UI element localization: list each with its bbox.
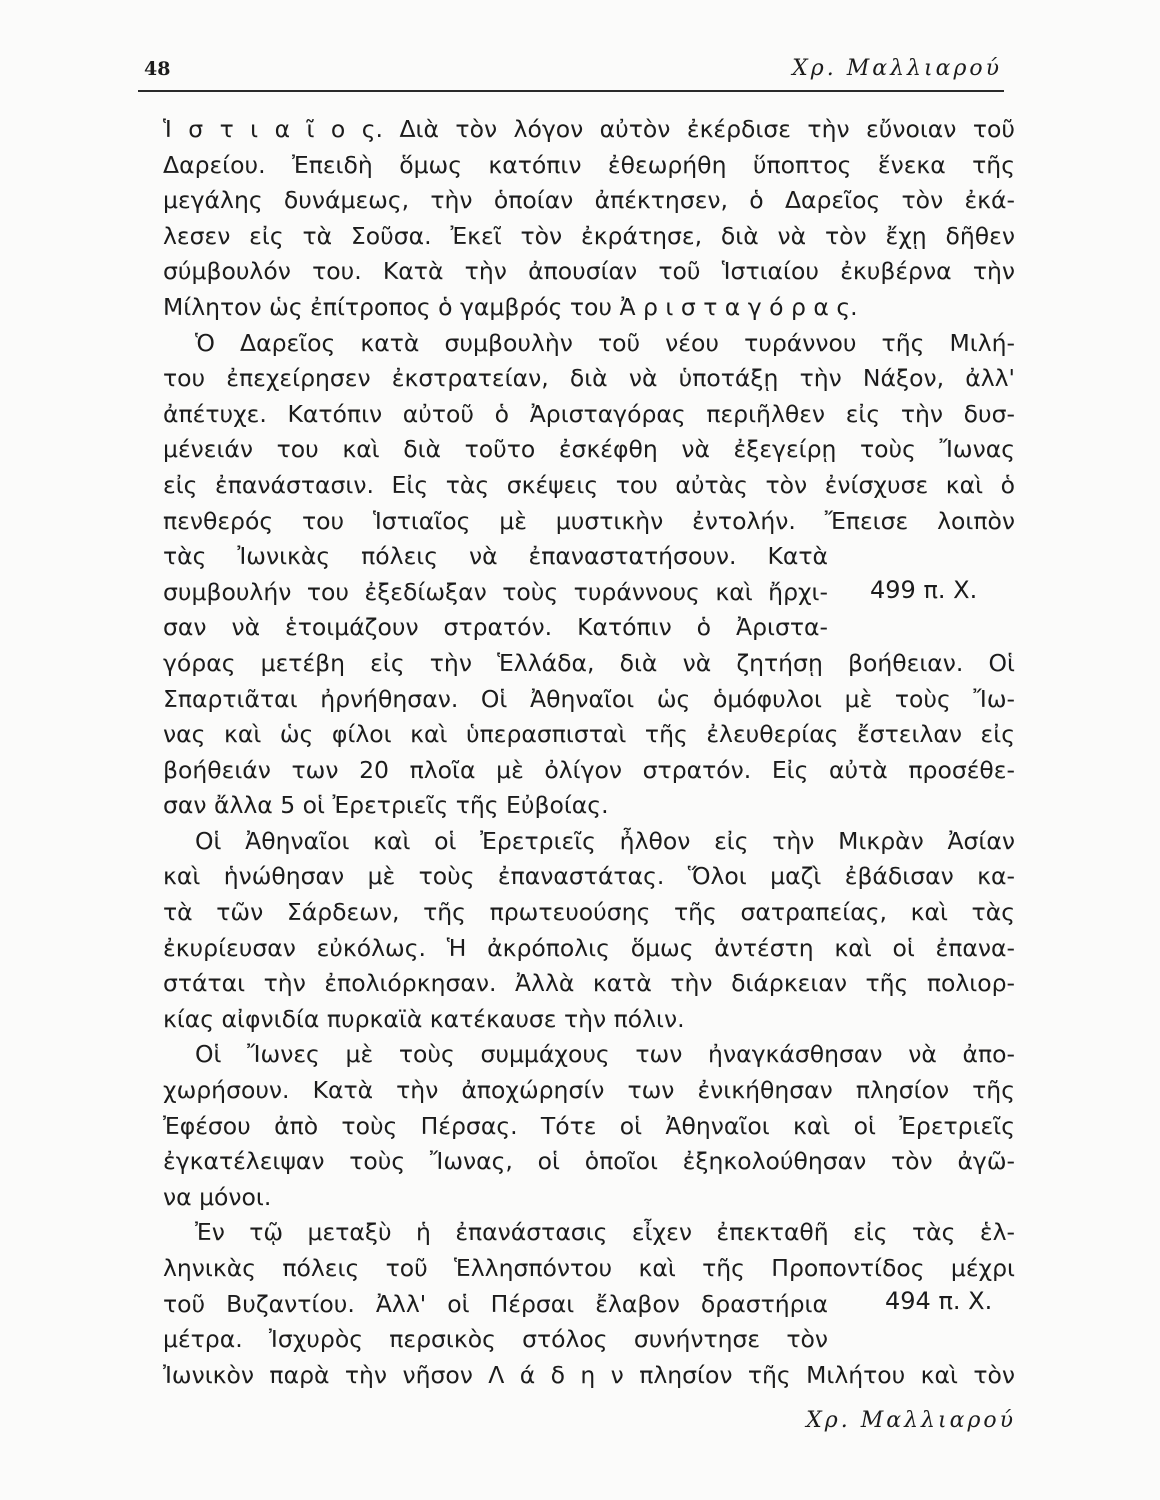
text-line: τὰς Ἰωνικὰς πόλεις νὰ ἐπαναστατήσουν. Κατὰ: [163, 542, 828, 571]
text-line: Δαρείου. Ἐπειδὴ ὅμως κατόπιν ἐθεωρήθη ὕποπτος ἕνεκα τῆς: [163, 150, 1015, 179]
text-line: του ἐπεχείρησεν ἐκστρατείαν, διὰ νὰ ὑποτάξῃ τὴν Νάξον, ἀλλ': [163, 364, 1015, 393]
body-text: [163, 112, 1015, 1393]
text-line: ἐγκατέλειψαν τοὺς Ἴωνας, οἱ ὁποῖοι ἐξηκολούθησαν τὸν ἀγῶ-: [163, 1147, 1015, 1176]
text-line: τοῦ Βυζαντίου. Ἀλλ' οἱ Πέρσαι ἔλαβον δραστήρια: [163, 1289, 828, 1318]
text-line: Ἰωνικὸν παρὰ τὴν νῆσον Λ ά δ η ν πλησίον τῆς Μιλήτου καὶ τὸν: [163, 1360, 1015, 1389]
text-line: βοήθειάν των 20 πλοῖα μὲ ὀλίγον στρατόν. Εἰς αὐτὰ προσέθε-: [163, 755, 1015, 784]
text-line: σαν νὰ ἑτοιμάζουν στρατόν. Κατόπιν ὁ Ἀριστα-: [163, 613, 828, 642]
text-line: Ὁ Δαρεῖος κατὰ συμβουλὴν τοῦ νέου τυράννου τῆς Μιλή-: [195, 328, 1015, 357]
page-footer: Χρ. Μαλλιαρού: [806, 1408, 1016, 1433]
text-line: συμβουλήν του ἐξεδίωξαν τοὺς τυράννους καὶ ἤρχι-: [163, 577, 828, 606]
page-header: [138, 50, 1004, 92]
text-line: Ἐν τῷ μεταξὺ ἡ ἐπανάστασις εἶχεν ἐπεκταθῆ εἰς τὰς ἑλ-: [195, 1218, 1015, 1247]
text-line: ληνικὰς πόλεις τοῦ Ἑλλησπόντου καὶ τῆς Προποντίδος μέχρι: [163, 1254, 1015, 1282]
margin-date-note: 494 π. Χ.: [885, 1287, 993, 1315]
text-line: Σπαρτιᾶται ἠρνήθησαν. Οἱ Ἀθηναῖοι ὡς ὁμόφυλοι μὲ τοὺς Ἴω-: [163, 684, 1015, 713]
text-line: μέτρα. Ἰσχυρὸς περσικὸς στόλος συνήντησε τὸν: [163, 1325, 828, 1354]
text-line: Ἱ σ τ ι α ῖ ο ς. Διὰ τὸν λόγον αὐτὸν ἐκέρδισε τὴν εὔνοιαν τοῦ: [163, 115, 1015, 143]
text-line: μένειάν του καὶ διὰ τοῦτο ἐσκέφθη νὰ ἐξεγείρῃ τοὺς Ἴωνας: [163, 435, 1015, 464]
text-line: Μίλητον ὡς ἐπίτροπος ὁ γαμβρός του Ἀ ρ ι σ τ α γ ό ρ α ς.: [163, 292, 858, 321]
text-line: Ἐφέσου ἀπὸ τοὺς Πέρσας. Τότε οἱ Ἀθηναῖοι καὶ οἱ Ἐρετριεῖς: [163, 1111, 1015, 1140]
text-line: να μόνοι.: [163, 1182, 272, 1211]
running-head: Χρ. Μαλλιαρού: [792, 56, 1002, 81]
text-line: Οἱ Ἴωνες μὲ τοὺς συμμάχους των ἠναγκάσθησαν νὰ ἀπο-: [195, 1040, 1015, 1069]
page-number: 48: [144, 58, 171, 80]
text-line: σύμβουλόν του. Κατὰ τὴν ἀπουσίαν τοῦ Ἱστιαίου ἐκυβέρνα τὴν: [163, 257, 1015, 286]
text-line: εἰς ἐπανάστασιν. Εἰς τὰς σκέψεις του αὐτὰς τὸν ἐνίσχυσε καὶ ὁ: [163, 470, 1015, 499]
text-line: καὶ ἡνώθησαν μὲ τοὺς ἐπαναστάτας. Ὅλοι μαζὶ ἐβάδισαν κα-: [163, 862, 1015, 891]
text-line: τὰ τῶν Σάρδεων, τῆς πρωτευούσης τῆς σατραπείας, καὶ τὰς: [163, 898, 1015, 927]
text-line: σαν ἄλλα 5 οἱ Ἐρετριεῖς τῆς Εὐβοίας.: [163, 791, 609, 820]
text-line: Οἱ Ἀθηναῖοι καὶ οἱ Ἐρετριεῖς ἦλθον εἰς τὴν Μικρὰν Ἀσίαν: [195, 826, 1015, 855]
text-line: νας καὶ ὡς φίλοι καὶ ὑπερασπισταὶ τῆς ἐλευθερίας ἔστειλαν εἰς: [163, 720, 1015, 749]
text-line: μεγάλης δυνάμεως, τὴν ὁποίαν ἀπέκτησεν, ὁ Δαρεῖος τὸν ἐκά-: [163, 186, 1015, 215]
margin-date-note: 499 π. Χ.: [870, 576, 978, 604]
text-line: ἐκυρίευσαν εὐκόλως. Ἡ ἀκρόπολις ὅμως ἀντέστη καὶ οἱ ἐπανα-: [163, 933, 1015, 962]
text-line: πενθερός του Ἱστιαῖος μὲ μυστικὴν ἐντολήν. Ἔπεισε λοιπὸν: [163, 506, 1015, 535]
text-line: ἀπέτυχε. Κατόπιν αὐτοῦ ὁ Ἀρισταγόρας περιῆλθεν εἰς τὴν δυσ-: [163, 399, 1015, 428]
text-line: χωρήσουν. Κατὰ τὴν ἀποχώρησίν των ἐνικήθησαν πλησίον τῆς: [163, 1076, 1015, 1105]
text-line: γόρας μετέβη εἰς τὴν Ἑλλάδα, διὰ νὰ ζητήσῃ βοήθειαν. Οἱ: [163, 648, 1015, 677]
text-line: κίας αἰφνιδία πυρκαϊὰ κατέκαυσε τὴν πόλιν.: [163, 1004, 685, 1033]
text-line: λεσεν εἰς τὰ Σοῦσα. Ἐκεῖ τὸν ἐκράτησε, διὰ νὰ τὸν ἔχῃ δῆθεν: [163, 221, 1015, 250]
text-line: στάται τὴν ἐπολιόρκησαν. Ἀλλὰ κατὰ τὴν διάρκειαν τῆς πολιορ-: [163, 969, 1015, 998]
